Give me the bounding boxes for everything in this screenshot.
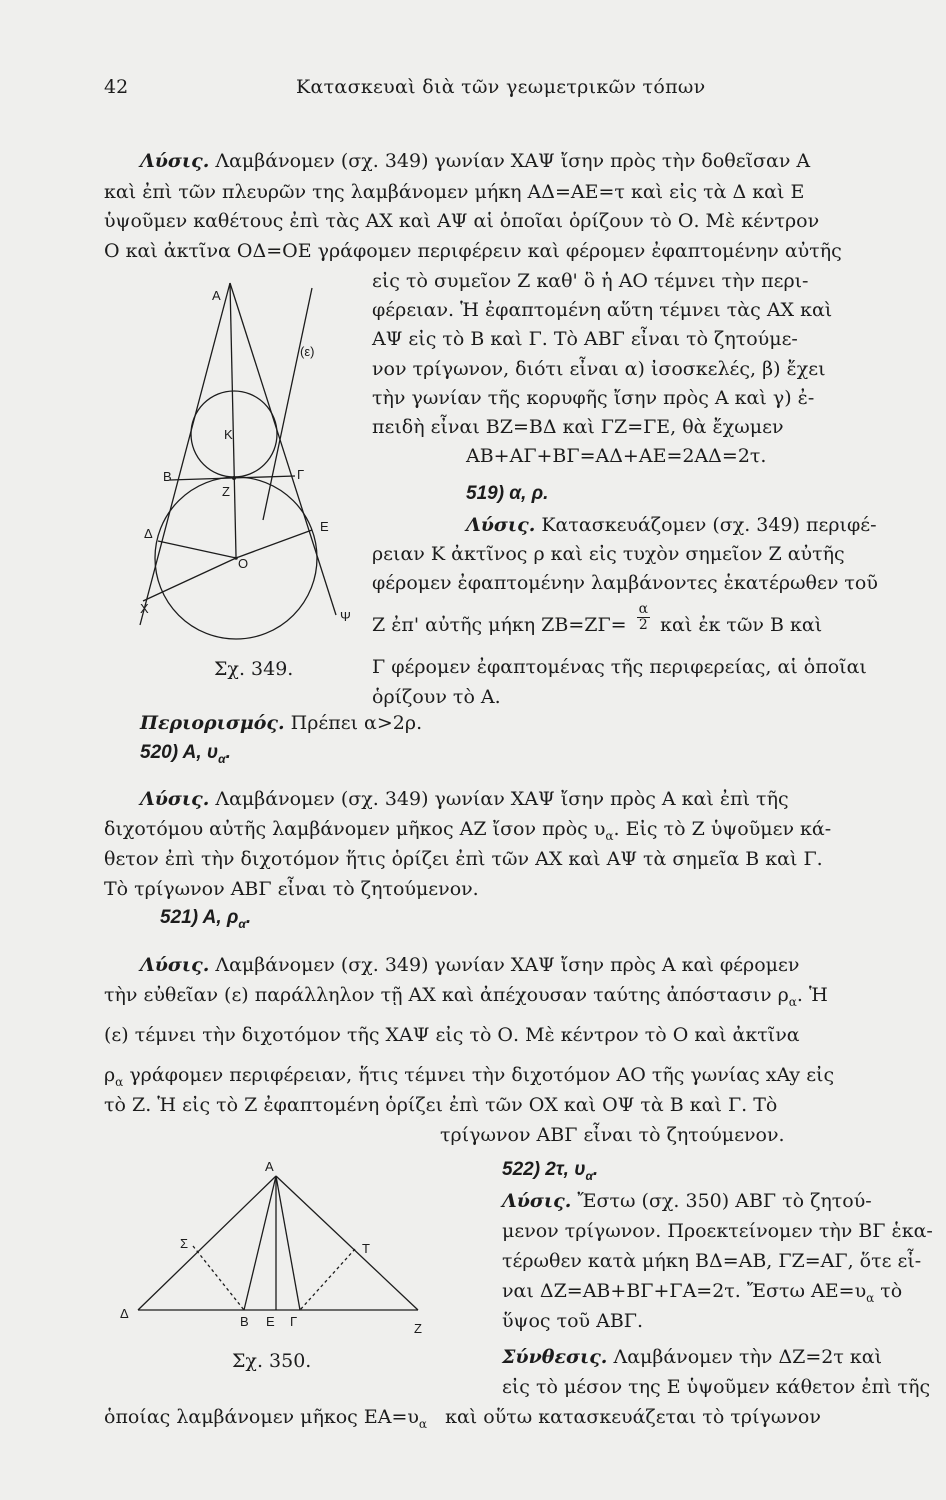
text-line: ναι ΔΖ=ΑΒ+ΒΓ+ΓΑ=2τ. Ἔστω $AE=\upsilon_\alpha$ τὸ [502, 1280, 903, 1305]
synthesis-label: Σύνθεσις. [502, 1346, 608, 1368]
solution-label: Λύσις. [140, 150, 210, 172]
fig349-label-B: B [163, 469, 172, 484]
dashed-SB [193, 1246, 244, 1310]
page-number: 42 [104, 76, 129, 98]
text-line: νον τρίγωνον, διότι εἶναι α) ἰσοσκελές, β) ἔχει [372, 358, 826, 380]
fig350-label-G: Γ [290, 1314, 298, 1329]
text-line: τὴν γωνίαν τῆς κορυφῆς ἴσην πρὸς Α καὶ γ) ἐ- [372, 387, 815, 409]
fig350-label-T: T [362, 1241, 370, 1256]
fig349-label-O: O [238, 556, 249, 571]
bisector-AO [230, 283, 236, 556]
text-line: φέρειαν. Ἡ ἐφαπτομένη αὕτη τέμνει τὰς ΑΧ καὶ [372, 299, 833, 321]
text-line: ὁρίζουν τὸ Α. [372, 686, 501, 708]
limitation-line: Περιορισμός. Πρέπει α>2ρ. [140, 712, 423, 734]
fig349-label-X: X [140, 601, 149, 616]
solution-label: Λύσις. [466, 514, 536, 536]
text-line: ὁποίας λαμβάνομεν μῆκος $EA=\upsilon_\alpha$ καὶ οὕτω κατασκευάζεται τὸ τρίγωνον [104, 1406, 821, 1431]
line-AB [244, 1176, 276, 1310]
text-line: εἰς τὸ συμεῖον Ζ καθ' ὃ ἡ ΑΟ τέμνει τὴν περι- [372, 270, 809, 292]
synthesis-line: Σύνθεσις. Λαμβάνομεν τὴν ΔΖ=2τ καὶ [502, 1346, 883, 1368]
fig349-label-Z: Z [222, 484, 230, 499]
problem-522-title: 522) 2τ, $\upsilon_\alpha$. [502, 1159, 599, 1183]
text-line: τρίγωνον ΑΒΓ εἶναι τὸ ζητούμενον. [440, 1124, 785, 1146]
fig350-label-D: Δ [120, 1306, 129, 1321]
line-AX [140, 283, 230, 625]
solution-label: Λύσις. [140, 788, 210, 810]
text-line: θετον ἐπὶ τὴν διχοτόμον ἥτις ὁρίζει ἐπὶ τῶν ΑΧ καὶ ΑΨ τὰ σημεῖα Β καὶ Γ. [104, 848, 823, 870]
figure-349-caption: Σχ. 349. [214, 658, 294, 680]
text-line: ΑΨ εἰς τὸ Β καὶ Γ. Τὸ ΑΒΓ εἶναι τὸ ζητούμε- [372, 328, 798, 350]
dashed-TG [300, 1249, 355, 1310]
fig349-label-D: Δ [144, 526, 153, 541]
text-line: τὸ Ζ. Ἡ εἰς τὸ Ζ ἐφαπτομένη ὁρίζει ἐπὶ τῶν ΟΧ καὶ ΟΨ τὰ Β καὶ Γ. Τὸ [104, 1094, 778, 1116]
figure-350-caption: Σχ. 350. [232, 1350, 312, 1372]
solution-line: Λύσις. Ἔστω (σχ. 350) ΑΒΓ τὸ ζητού- [502, 1190, 872, 1212]
text-line: καὶ ἐπὶ τῶν πλευρῶν της λαμβάνομεν μήκη ΑΔ=ΑΕ=τ καὶ εἰς τὰ Δ καὶ Ε [104, 181, 805, 203]
text-line-with-fraction: Ζ ἐπ' αὐτῆς μήκη ΖΒ=ΖΓ= $\frac{\alpha}{2}$ καὶ ἐκ τῶν Β καὶ [372, 600, 823, 636]
fraction: $\frac{\alpha}{2}$ [638, 600, 649, 633]
text-line: Γ φέρομεν ἐφαπτομένας τῆς περιφερείας, αἱ ὁποῖαι [372, 656, 867, 678]
text-line: ὕψος τοῦ ΑΒΓ. [502, 1310, 644, 1332]
text-line: ρειαν Κ ἀκτῖνος ρ καὶ εἰς τυχὸν σημεῖον Ζ αὐτῆς [372, 543, 845, 565]
fig349-label-K: K [224, 427, 233, 442]
text-line: μενον τρίγωνον. Προεκτείνομεν τὴν ΒΓ ἑκα- [502, 1220, 933, 1242]
text-line: εἰς τὸ μέσον της Ε ὑψοῦμεν κάθετον ἐπὶ τῆς [502, 1376, 931, 1398]
fig349-label-G: Γ [297, 467, 305, 482]
line-AD [138, 1176, 276, 1310]
equation-line: ΑΒ+ΑΓ+ΒΓ=ΑΔ+ΑΕ=2ΑΔ=2τ. [466, 445, 767, 467]
fig350-label-Z: Z [414, 1321, 422, 1336]
text-line: τὴν εὐθεῖαν (ε) παράλληλον τῇ ΑΧ καὶ ἀπέχουσαν ταύτης ἀπόστασιν $\rho_\alpha$. Ἡ [104, 984, 828, 1009]
text-line: Ο καὶ ἀκτῖνα ΟΔ=ΟΕ γράφομεν περιφέρειν καὶ φέρομεν ἐφαπτομένην αὐτῆς [104, 240, 842, 262]
text-line: πειδὴ εἶναι ΒΖ=ΒΔ καὶ ΓΖ=ΓΕ, θὰ ἔχωμεν [372, 416, 784, 438]
solution-label: Λύσις. [140, 954, 210, 976]
problem-521-title: 521) Α, $\rho_\alpha$. [160, 907, 252, 931]
fig350-label-E: E [266, 1314, 275, 1329]
text-line: Τὸ τρίγωνον ΑΒΓ εἶναι τὸ ζητούμενον. [104, 878, 479, 900]
text-line: τέρωθεν κατὰ μήκη ΒΔ=ΑΒ, ΓΖ=ΑΓ, ὅτε εἶ- [502, 1250, 922, 1272]
solution-line: Λύσις. Κατασκευάζομεν (σχ. 349) περιφέ- [466, 514, 877, 536]
solution-line-1: Λύσις. Λαμβάνομεν (σχ. 349) γωνίαν ΧΑΨ ἴσην πρὸς τὴν δοθεῖσαν Α [140, 150, 811, 172]
fig350-label-B: B [240, 1314, 249, 1329]
line-AZ [276, 1176, 418, 1310]
text-line: διχοτόμου αὐτῆς λαμβάνομεν μῆκος ΑΖ ἴσον πρὸς $\upsilon_\alpha$. Εἰς τὸ Ζ ὑψοῦμεν κά- [104, 818, 832, 843]
figure-350 [130, 1170, 430, 1320]
text-line: ὑψοῦμεν καθέτους ἐπὶ τὰς ΑΧ καὶ ΑΨ αἱ ὁποῖαι ὁρίζουν τὸ Ο. Μὲ κέντρον [104, 210, 820, 232]
problem-519-title: 519) α, ρ. [466, 483, 549, 504]
text-line: φέρομεν ἐφαπτομένην λαμβάνοντες ἑκατέρωθεν τοῦ [372, 572, 878, 594]
fig350-label-A: A [265, 1159, 274, 1174]
solution-line: Λύσις. Λαμβάνομεν (σχ. 349) γωνίαν ΧΑΨ ἴσην πρὸς Α καὶ ἐπὶ τῆς [140, 788, 789, 810]
solution-label: Λύσις. [502, 1190, 572, 1212]
problem-520-title: 520) Α, $\upsilon_\alpha$. [140, 742, 231, 766]
text-line: (ε) τέμνει τὴν διχοτόμον τῆς ΧΑΨ εἰς τὸ Ο. Μὲ κέντρον τὸ Ο καὶ ἀκτῖνα [104, 1024, 800, 1046]
fig349-label-Psi: Ψ [340, 609, 351, 624]
fig349-label-A: A [212, 288, 221, 303]
fig349-label-E: E [320, 519, 329, 534]
fig349-label-eps: (ε) [300, 344, 315, 359]
text-line: $\rho_\alpha$ γράφομεν περιφέρειαν, ἥτις τέμνει τὴν διχοτόμον ΑΟ τῆς γωνίας xAy εἰς [104, 1064, 835, 1089]
limitation-label: Περιορισμός. [140, 712, 285, 734]
solution-line: Λύσις. Λαμβάνομεν (σχ. 349) γωνίαν ΧΑΨ ἴσην πρὸς Α καὶ φέρομεν [140, 954, 800, 976]
fig350-label-S: Σ [180, 1236, 189, 1251]
running-title: Κατασκευαὶ διὰ τῶν γεωμετρικῶν τόπων [296, 76, 706, 98]
